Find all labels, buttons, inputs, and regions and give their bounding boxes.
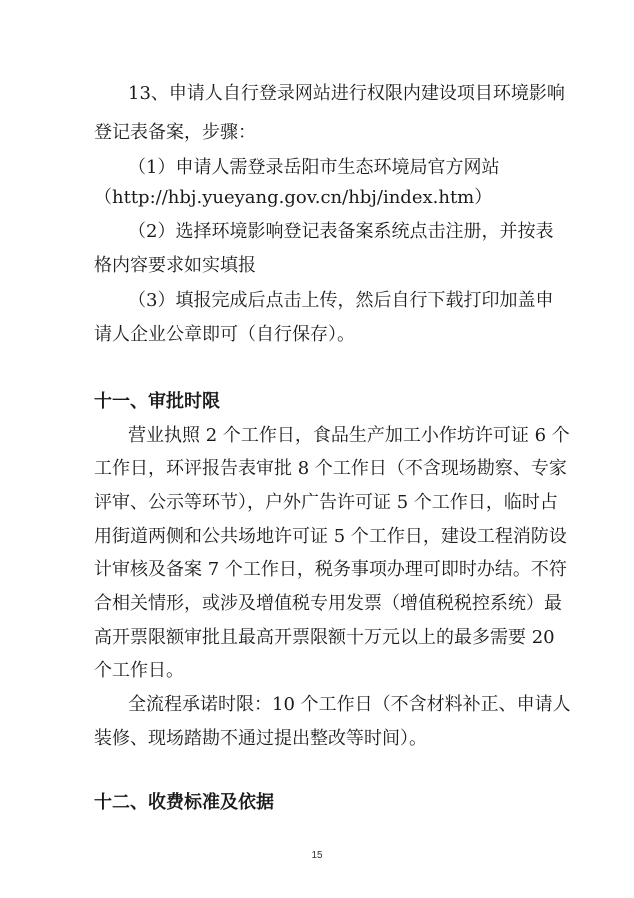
section-13-step-3: （3）填报完成后点击上传，然后自行下载打印加盖申 (128, 290, 554, 311)
paragraph-line: 营业执照 2 个工作日，食品生产加工小作坊许可证 6 个 (128, 425, 570, 446)
section-13-step-3-cont: 请人企业公章即可（自行保存）。 (94, 324, 355, 345)
page-number: 15 (311, 850, 323, 861)
paragraph-line: 个工作日。 (94, 660, 184, 681)
paragraph-line: 高开票限额审批且最高开票限额十万元以上的最多需要 20 (94, 627, 555, 648)
paragraph-line: 评审、公示等环节），户外广告许可证 5 个工作日，临时占 (94, 492, 558, 513)
section-13-step-2: （2）选择环境影响登记表备案系统点击注册，并按表 (128, 221, 554, 242)
paragraph-line: 用街道两侧和公共场地许可证 5 个工作日，建设工程消防设 (94, 526, 567, 547)
section-11-heading: 十一、审批时限 (94, 391, 220, 412)
section-13-line-1: 13、申请人自行登录网站进行权限内建设项目环境影响 (128, 83, 565, 104)
paragraph-line: 装修、现场踏勘不通过提出整改等时间）。 (94, 728, 427, 749)
section-13-website-url: （http://hbj.yueyang.gov.cn/hbj/index.htm） (94, 187, 493, 208)
section-12-heading: 十二、收费标准及依据 (94, 792, 274, 813)
section-13-line-2: 登记表备案，步骤： (94, 122, 256, 143)
section-13-step-1: （1）申请人需登录岳阳市生态环境局官方网站 (128, 157, 500, 178)
paragraph-line: 工作日，环评报告表审批 8 个工作日（不含现场勘察、专家 (94, 458, 567, 479)
paragraph-line: 计审核及备案 7 个工作日，税务事项办理可即时办结。不符 (94, 559, 567, 580)
paragraph-line: 合相关情形，或涉及增值税专用发票（增值税税控系统）最 (94, 593, 562, 614)
section-13-step-2-cont: 格内容要求如实填报 (94, 255, 256, 276)
paragraph-line: 全流程承诺时限：10 个工作日（不含材料补正、申请人 (128, 694, 571, 715)
